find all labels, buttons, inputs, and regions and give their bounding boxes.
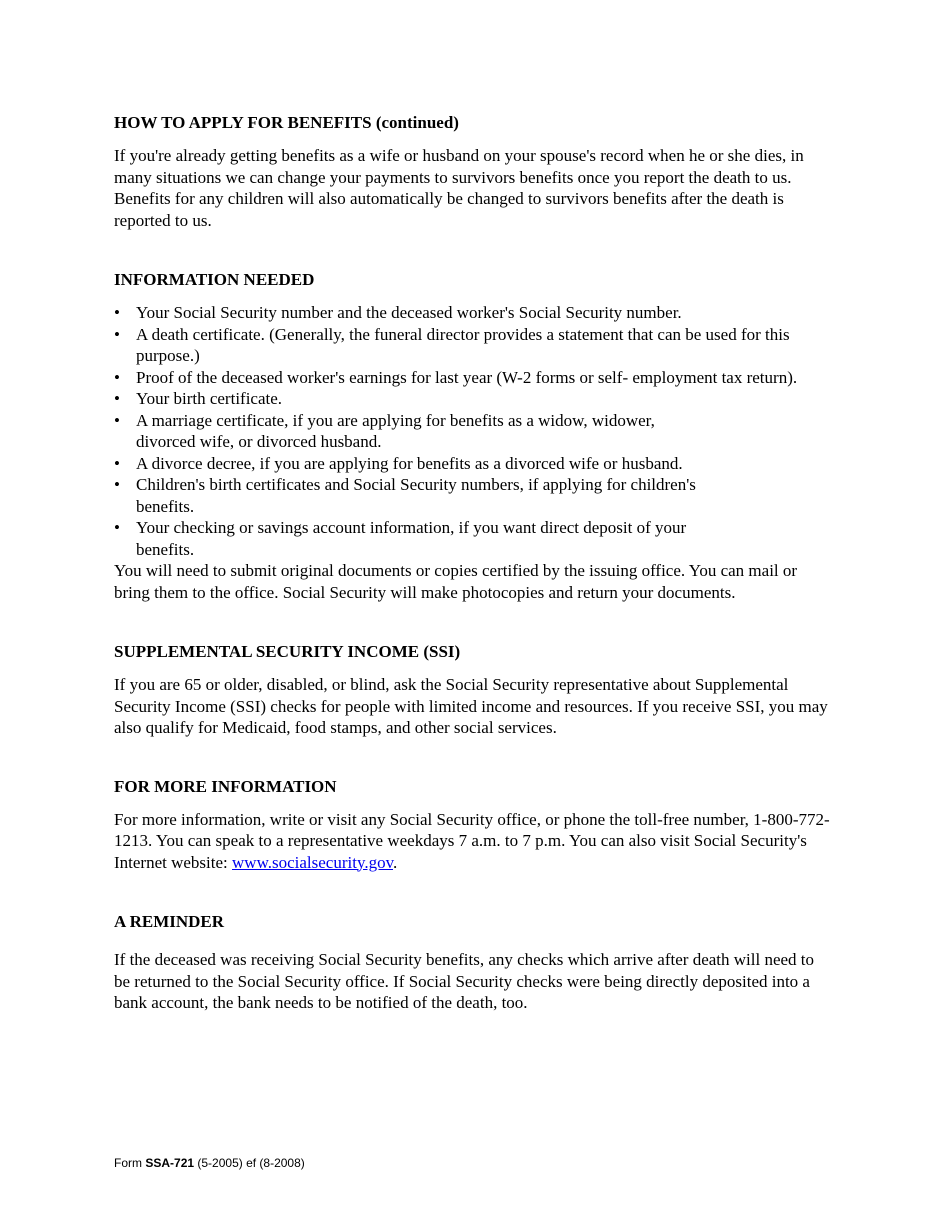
list-item [114,517,731,560]
list-item [114,410,716,453]
bullet-icon: • [114,303,120,322]
section-heading-reminder: A REMINDER [114,912,225,931]
document-page [114,112,834,1014]
section-reminder [114,911,834,1014]
website-link[interactable]: www.socialsecurity.gov [232,852,394,872]
section-body-reminder: If the deceased was receiving Social Security benefits, any checks which arrive after death will need to be returned to the Social Security office. If Social Security checks were being directly deposited into a bank account, the bank needs to be notified of the death, too. [114,950,815,1012]
bullet-icon: • [114,518,120,537]
bullet-icon: • [114,324,120,344]
section-heading-ssi: SUPPLEMENTAL SECURITY INCOME (SSI) [114,642,461,661]
list-item-text: Your birth certificate. [136,389,283,408]
list-item [114,453,696,475]
section-information-needed [114,269,834,603]
bullet-icon: • [114,453,120,473]
footer-suffix: (5-2005) ef (8-2008) [194,1156,305,1170]
section-body-more-information [114,809,834,874]
list-item-text: A divorce decree, if you are applying for benefits as a divorced wife or husband. [136,453,683,473]
section-more-information [114,776,834,874]
list-item-text: Your checking or savings account information, if you want direct deposit of your benefits. [136,518,687,559]
footer-prefix: Form [114,1156,146,1170]
section-ssi [114,641,834,739]
list-item-text: Children's birth certificates and Social Security numbers, if applying for children's benefits. [136,475,696,516]
section-closing-information-needed: You will need to submit original documents or copies certified by the issuing office. You can mail or bring them to the office. Social Security will make photocopies and return your documents. [114,561,798,602]
body-text: For more information, write or visit any Social Security office, or phone the toll-free number, 1-800-772-1213. You can speak to a representative weekdays 7 a.m. to 7 p.m. You can also visit Social Security's Internet website: [114,809,830,872]
section-body-how-to-apply: If you're already getting benefits as a wife or husband on your spouse's record when he or she dies, in many situations we can change your payments to survivors benefits once you report the death to us. Benefits for any children will also automatically be changed to survivors benefits after the death is reported to us. [114,146,804,230]
bullet-icon: • [114,410,120,430]
information-needed-list [114,302,834,560]
bullet-icon: • [114,475,120,494]
form-footer [114,1156,305,1171]
bullet-icon: • [114,367,120,387]
section-heading-more-information: FOR MORE INFORMATION [114,776,337,796]
list-item [114,388,834,410]
section-body-ssi: If you are 65 or older, disabled, or blind, ask the Social Security representative about Supplemental Security Income (SSI) checks for people with limited income and resources. If you receive SSI, you may also qualify for Medicaid, food stamps, and other social services. [114,675,828,737]
list-item [114,367,834,389]
list-item [114,474,701,517]
list-item-text: A death certificate. (Generally, the funeral director provides a statement that can be used for this purpose.) [136,324,790,365]
section-heading-how-to-apply: HOW TO APPLY FOR BENEFITS (continued) [114,113,459,132]
list-item-text: Your Social Security number and the deceased worker's Social Security number. [136,303,682,322]
list-item-text: Proof of the deceased worker's earnings for last year (W-2 forms or self- employment tax return). [136,367,798,387]
list-item-text: A marriage certificate, if you are applying for benefits as a widow, widower, divorced wife, or divorced husband. [136,410,655,451]
bullet-icon: • [114,389,120,408]
section-heading-information-needed: INFORMATION NEEDED [114,270,315,289]
section-how-to-apply [114,112,834,231]
list-item [114,324,834,367]
form-number: SSA-721 [145,1156,195,1170]
body-text-end: . [393,852,398,872]
list-item [114,302,834,324]
